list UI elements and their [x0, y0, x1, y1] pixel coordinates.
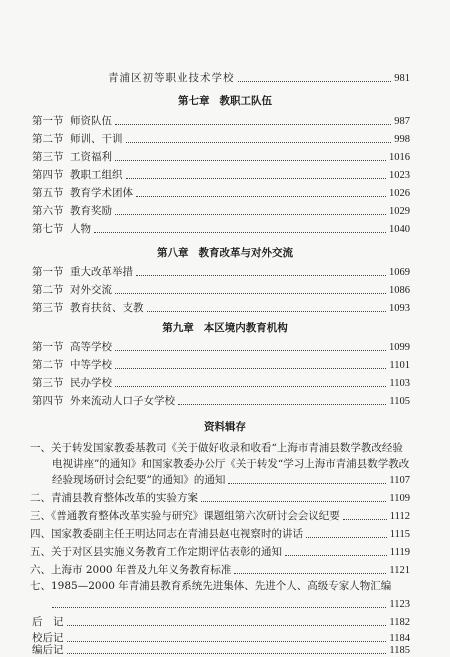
section-title: 中等学校	[70, 359, 112, 371]
dot-leader	[238, 81, 392, 82]
section-label: 第二节	[32, 133, 64, 145]
back-matter-entry	[32, 630, 410, 645]
section-title: 重大改革举措	[70, 266, 133, 278]
dot-leader	[115, 214, 386, 215]
dot-leader	[52, 607, 386, 608]
toc-entry	[32, 357, 410, 372]
chapter-heading-8	[0, 246, 450, 260]
toc-entry	[32, 149, 410, 164]
section-page: 1103	[389, 378, 410, 389]
dot-leader	[343, 519, 387, 520]
dot-leader	[147, 311, 387, 312]
appendix-heading	[0, 420, 450, 434]
dot-leader	[126, 142, 392, 143]
appendix-item-1-line-3	[52, 472, 410, 487]
entry-title: 三、《普通教育整体改革实验与研究》课题组第六次研讨会会议纪要	[30, 510, 340, 522]
dot-leader	[94, 232, 386, 233]
section-page: 1086	[389, 285, 410, 296]
appendix-item-1-line-2: 电视讲座”的通知》和国家教委办公厅《关于转发“学习上海市青浦县数学教改	[52, 458, 410, 470]
toc-entry	[32, 113, 410, 128]
toc-entry	[32, 264, 410, 279]
section-label: 第二节	[32, 284, 64, 296]
section-page: 1101	[389, 360, 410, 371]
entry-title: 编后记	[32, 644, 64, 656]
appendix-item-7-line-2	[52, 596, 410, 611]
toc-entry	[32, 203, 410, 218]
section-title: 师资队伍	[70, 115, 112, 127]
section-title: 教育扶贫、支教	[70, 302, 144, 314]
dot-leader	[67, 641, 387, 642]
chapter-heading-7	[0, 94, 450, 108]
section-label: 第七节	[32, 223, 64, 235]
entry-page: 1109	[389, 493, 410, 504]
dot-leader	[126, 178, 387, 179]
dot-leader	[115, 350, 386, 351]
toc-entry	[32, 131, 410, 146]
back-matter-entry	[32, 614, 410, 629]
section-title: 外来流动人口子女学校	[70, 395, 175, 407]
entry-page: 1123	[389, 599, 410, 610]
dot-leader	[136, 275, 386, 276]
section-label: 第五节	[32, 187, 64, 199]
toc-entry	[32, 375, 410, 390]
section-page: 1040	[389, 224, 410, 235]
dot-leader	[136, 196, 386, 197]
section-page: 1023	[389, 170, 410, 181]
section-page: 998	[394, 134, 410, 145]
appendix-item-5	[30, 544, 410, 559]
entry-page: 1107	[389, 475, 410, 486]
appendix-title: 资料辑存	[204, 421, 246, 433]
section-title: 师训、干训	[70, 133, 123, 145]
entry-title: 校后记	[32, 632, 64, 644]
toc-entry	[32, 339, 410, 354]
appendix-item-7-line-1: 七、1985—2000 年青浦县教育系统先进集体、先进个人、高级专家人物汇编	[30, 580, 392, 592]
section-title: 高等学校	[70, 341, 112, 353]
toc-entry	[32, 393, 410, 408]
section-label: 第一节	[32, 115, 64, 127]
section-page: 1016	[389, 152, 410, 163]
appendix-item-3	[30, 508, 410, 523]
chapter-number: 第九章	[162, 322, 194, 334]
toc-entry	[32, 300, 410, 315]
dot-leader	[67, 653, 387, 654]
toc-entry	[32, 167, 410, 182]
appendix-item-4	[30, 526, 410, 541]
entry-title: 二、青浦县教育整体改革的实验方案	[30, 492, 198, 504]
chapter-heading-9	[0, 321, 450, 335]
dot-leader	[178, 404, 386, 405]
section-label: 第四节	[32, 395, 64, 407]
entry-page: 1121	[389, 565, 410, 576]
section-label: 第一节	[32, 266, 64, 278]
section-label: 第三节	[32, 302, 64, 314]
section-page: 1093	[389, 303, 410, 314]
dot-leader	[115, 368, 386, 369]
section-title: 教职工组织	[70, 169, 123, 181]
dot-leader	[115, 293, 386, 294]
entry-title: 青浦区初等职业技术学校	[108, 72, 235, 84]
entry-page: 1185	[389, 645, 410, 656]
entry-page: 1184	[389, 633, 410, 644]
entry-title: 六、上海市 2000 年普及九年义务教育标准	[30, 564, 232, 576]
section-page: 1069	[389, 267, 410, 278]
chapter-title: 教职工队伍	[219, 95, 272, 107]
entry-page: 1115	[389, 529, 410, 540]
entry-title: 经验现场研讨会纪要”的通知》的通知	[52, 474, 226, 486]
toc-entry	[32, 221, 410, 236]
dot-leader	[285, 555, 387, 556]
chapter-number: 第八章	[157, 247, 189, 259]
section-page: 987	[394, 116, 410, 127]
section-title: 工资福利	[70, 151, 112, 163]
section-title: 教育学术团体	[70, 187, 133, 199]
dot-leader	[201, 501, 386, 502]
section-title: 对外交流	[70, 284, 112, 296]
section-label: 第二节	[32, 359, 64, 371]
section-label: 第六节	[32, 205, 64, 217]
dot-leader	[228, 483, 386, 484]
dot-leader	[67, 625, 387, 626]
appendix-item-1-line-1: 一、关于转发国家教委基教司《关于做好收录和收看“上海市青浦县数学教改经验	[30, 442, 403, 454]
entry-page: 981	[394, 73, 410, 84]
section-title: 教育奖励	[70, 205, 112, 217]
section-title: 民办学校	[70, 377, 112, 389]
dot-leader	[115, 160, 386, 161]
section-label: 第四节	[32, 169, 64, 181]
chapter-number: 第七章	[178, 95, 210, 107]
section-title: 人物	[70, 223, 91, 235]
appendix-item-2	[30, 490, 410, 505]
section-page: 1029	[389, 206, 410, 217]
chapter-title: 教育改革与对外交流	[198, 247, 293, 259]
back-matter-entry	[32, 644, 410, 657]
section-label: 第三节	[32, 377, 64, 389]
toc-entry-top	[108, 70, 410, 85]
toc-entry	[32, 282, 410, 297]
entry-page: 1182	[389, 617, 410, 628]
section-page: 1099	[389, 342, 410, 353]
dot-leader	[115, 124, 391, 125]
section-label: 第一节	[32, 341, 64, 353]
dot-leader	[306, 537, 387, 538]
entry-title: 五、关于对区县实施义务教育工作定期评估表彰的通知	[30, 546, 282, 558]
entry-title: 后 记	[32, 616, 64, 628]
toc-entry	[32, 185, 410, 200]
appendix-item-6	[30, 562, 410, 577]
dot-leader	[115, 386, 386, 387]
section-label: 第三节	[32, 151, 64, 163]
entry-page: 1112	[389, 511, 410, 522]
section-page: 1026	[389, 188, 410, 199]
entry-page: 1119	[389, 547, 410, 558]
dot-leader	[234, 573, 386, 574]
section-page: 1105	[389, 396, 410, 407]
chapter-title: 本区境内教育机构	[203, 322, 288, 334]
entry-title: 四、国家教委副主任王明达同志在青浦县赵屯视察时的讲话	[30, 528, 303, 540]
